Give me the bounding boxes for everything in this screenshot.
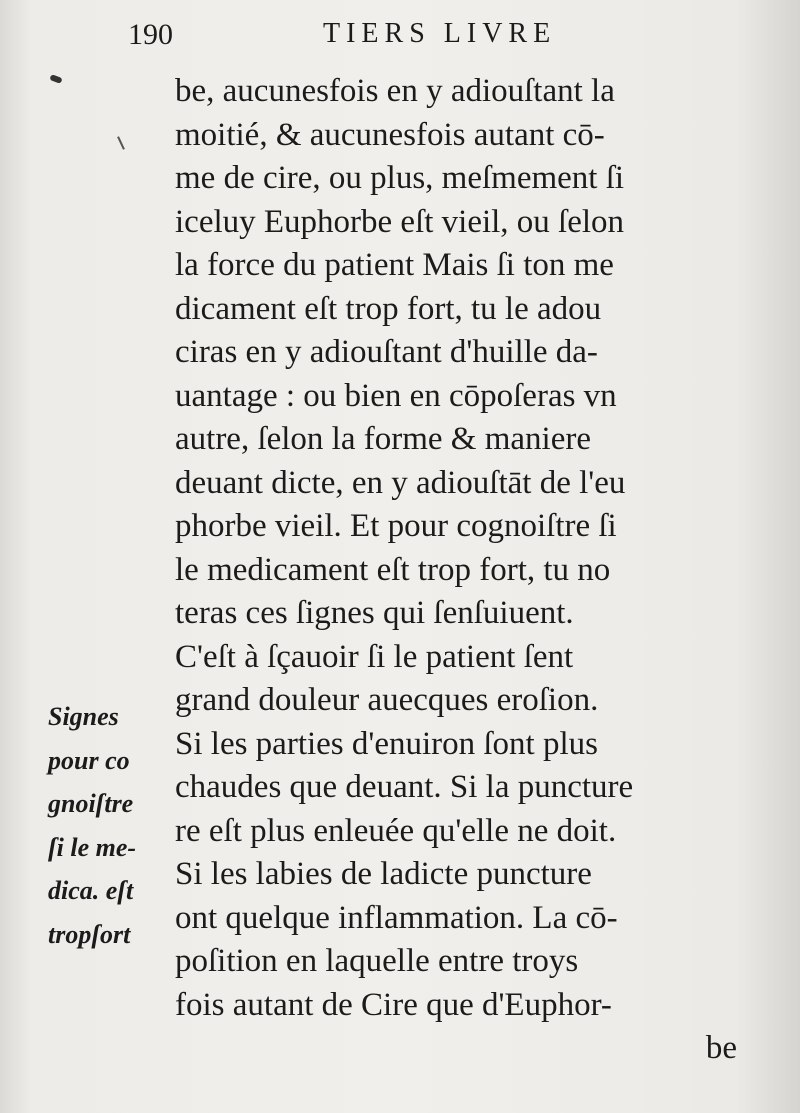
text-line: grand douleur auecques eroſion. (175, 682, 599, 718)
margin-note-line: tropſort (48, 919, 131, 949)
text-line: dicament eſt trop fort, tu le adou (175, 290, 602, 327)
ink-mark (117, 136, 125, 150)
text-line: phorbe vieil. Et pour cognoiſtre ſi (175, 508, 617, 544)
margin-note-line: gnoiſtre (48, 789, 134, 818)
margin-note-line: ſi le me- (48, 832, 137, 862)
text-line: be, aucunesfois en y adiouſtant la (175, 73, 615, 109)
text-line: ciras en y adiouſtant d'huille da- (175, 334, 598, 370)
text-line: teras ces ſignes qui ſenſuiuent. (175, 595, 574, 631)
text-line: la force du patient Mais ſi ton me (175, 247, 614, 283)
text-line: deuant dicte, en y adiouſtāt de l'eu (175, 464, 626, 501)
text-line: fois autant de Cire que d'Euphor- (175, 986, 612, 1023)
running-title: TIERS LIVRE (323, 18, 557, 49)
text-line: iceluy Euphorbe eſt vieil, ou ſelon (175, 203, 625, 240)
margin-note (48, 695, 178, 956)
text-line: le medicament eſt trop fort, tu no (175, 551, 611, 588)
text-line: chaudes que deuant. Si la puncture (175, 769, 634, 805)
page-number: 190 (128, 18, 173, 51)
text-line: poſition en laquelle entre troys (175, 943, 579, 979)
catchword: be (705, 1030, 737, 1066)
text-line: autre, ſelon la forme & maniere (175, 421, 591, 457)
page-header (128, 14, 768, 54)
margin-note-line: pour co (48, 745, 130, 775)
text-line: ont quelque inflammation. La cō- (175, 899, 618, 936)
margin-note-line: Signes (48, 702, 119, 731)
text-line: moitié, & aucunesfois autant cō- (175, 116, 605, 153)
text-line: Si les labies de ladicte puncture (175, 856, 592, 892)
text-line: uantage : ou bien en cōpoſeras vn (175, 377, 617, 414)
text-line: Si les parties d'enuiron ſont plus (175, 725, 598, 762)
main-text (175, 70, 770, 1071)
text-line: C'eſt à ſçauoir ſi le patient ſent (175, 638, 574, 675)
margin-note-line: dica. eſt (48, 876, 134, 905)
ink-mark (49, 74, 62, 84)
text-line: me de cire, ou plus, meſmement ſi (175, 160, 625, 196)
text-line: re eſt plus enleuée qu'elle ne doit. (175, 812, 617, 849)
